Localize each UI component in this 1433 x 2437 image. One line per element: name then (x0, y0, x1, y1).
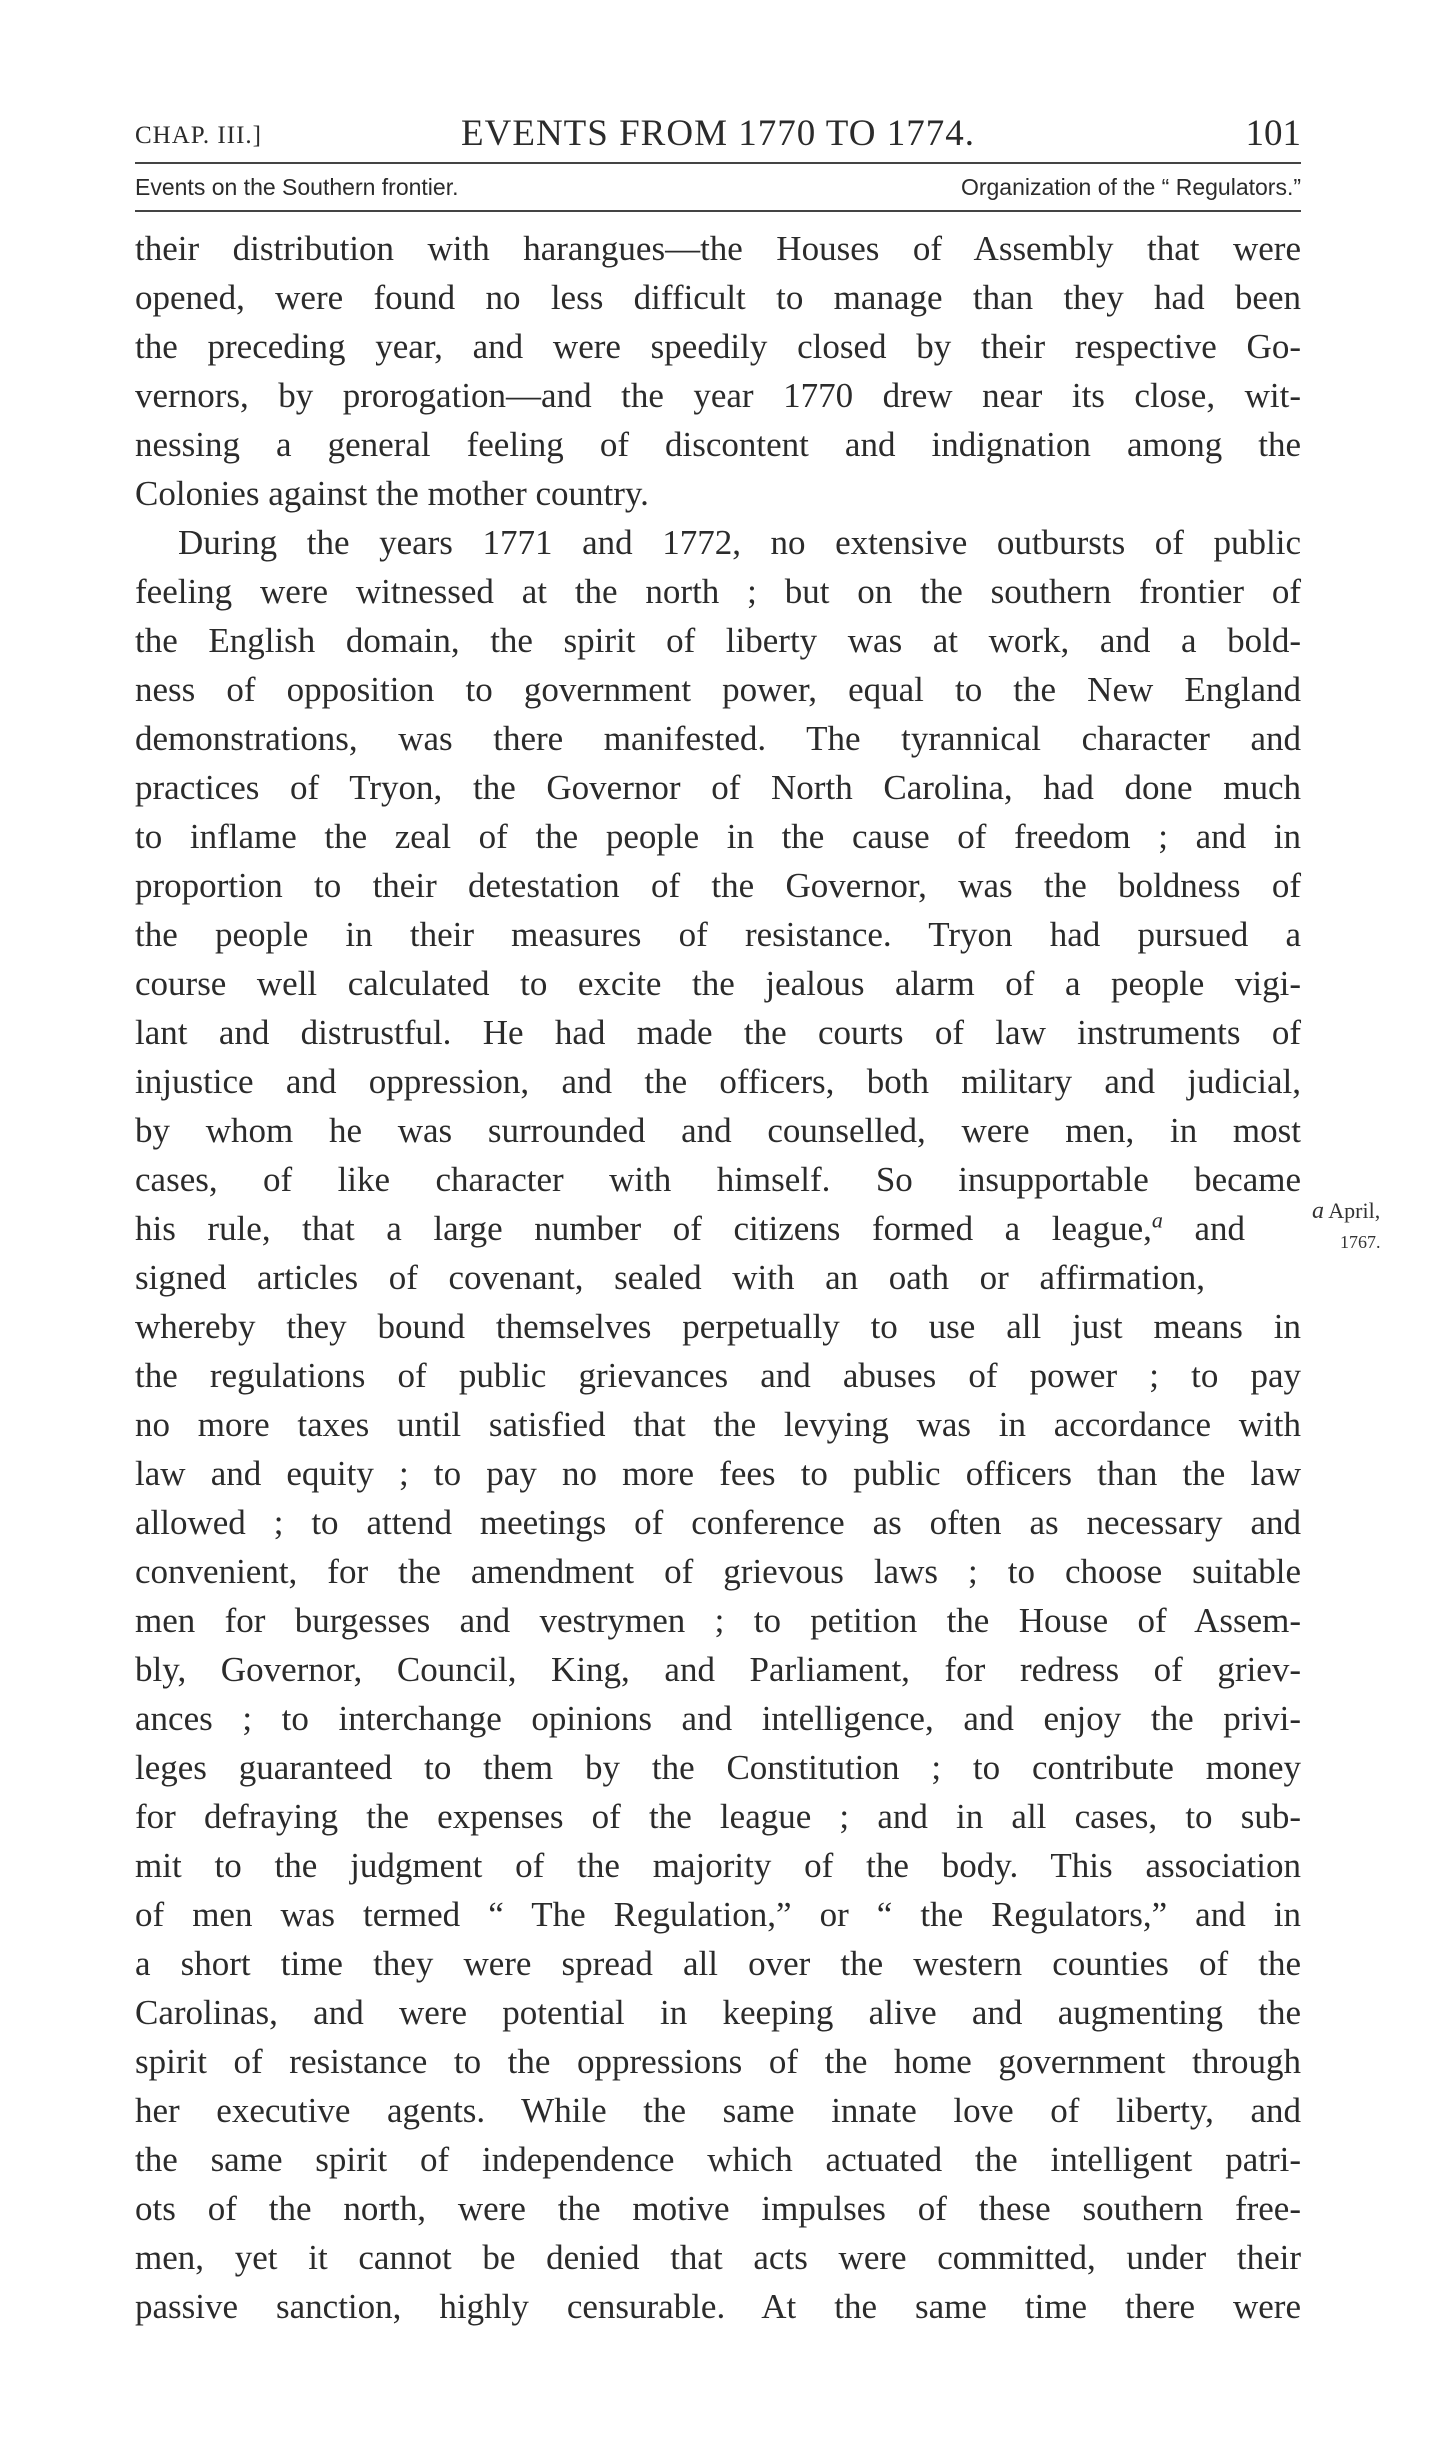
footnote-marker: a (1151, 1207, 1163, 1233)
text-line: spirit of resistance to the oppressions of the home government through (135, 2042, 1301, 2081)
text-line: demonstrations, was there manifested. The tyrannical character and (135, 719, 1301, 758)
text-line: of men was termed “ The Regulation,” or “ the Regulators,” and in (135, 1895, 1301, 1934)
subhead-divider (135, 210, 1301, 212)
text-line: the people in their measures of resistance. Tryon had pursued a (135, 915, 1301, 954)
text-line: feeling were witnessed at the north ; but on the southern frontier of (135, 572, 1301, 611)
page-title: EVENTS FROM 1770 TO 1774. (461, 113, 975, 154)
text-line: opened, were found no less difficult to manage than they had been (135, 278, 1301, 317)
text-line: allowed ; to attend meetings of conference as often as necessary and (135, 1503, 1301, 1542)
text-line: mit to the judgment of the majority of the body. This association (135, 1846, 1301, 1885)
text-line: the same spirit of independence which actuated the intelligent patri- (135, 2140, 1301, 2179)
text-line: men for burgesses and vestrymen ; to petition the House of Assem- (135, 1601, 1301, 1640)
text-line: ances ; to interchange opinions and intelligence, and enjoy the privi- (135, 1699, 1301, 1738)
text-line: leges guaranteed to them by the Constitution ; to contribute money (135, 1748, 1301, 1787)
text-line: convenient, for the amendment of grievous laws ; to choose suitable (135, 1552, 1301, 1591)
text-line: nessing a general feeling of discontent and indignation among the (135, 425, 1301, 464)
text-line: Carolinas, and were potential in keeping alive and augmenting the (135, 1993, 1301, 2032)
text-line: vernors, by prorogation—and the year 1770 drew near its close, wit- (135, 376, 1301, 415)
margin-note-date (1312, 1198, 1380, 1225)
text-line: the English domain, the spirit of liberty was at work, and a bold- (135, 621, 1301, 660)
text-line-with-footnote (135, 1204, 1245, 1253)
text-line: proportion to their detestation of the Governor, was the boldness of (135, 866, 1301, 905)
text-line: by whom he was surrounded and counselled, were men, in most (135, 1111, 1301, 1150)
margin-note-year: 1767. (1340, 1232, 1381, 1252)
text-line: for defraying the expenses of the league ; and in all cases, to sub- (135, 1797, 1301, 1836)
text-line: to inflame the zeal of the people in the cause of freedom ; and in (135, 817, 1301, 856)
text-line: men, yet it cannot be denied that acts were committed, under their (135, 2238, 1301, 2277)
text-line: the preceding year, and were speedily closed by their respective Go- (135, 327, 1301, 366)
text-line: bly, Governor, Council, King, and Parliament, for redress of griev- (135, 1650, 1301, 1689)
body-text (135, 224, 1301, 2331)
text-line: ots of the north, were the motive impulses of these southern free- (135, 2189, 1301, 2228)
text-line: no more taxes until satisfied that the levying was in accordance with (135, 1405, 1301, 1444)
text-line: a short time they were spread all over the western counties of the (135, 1944, 1301, 1983)
page-number: 101 (1245, 113, 1301, 154)
text-line: cases, of like character with himself. So insupportable became (135, 1160, 1301, 1199)
section-subhead (135, 170, 1301, 204)
line-text-tail: and (1162, 1209, 1245, 1248)
line-text: his rule, that a large number of citizens formed a league, (135, 1209, 1152, 1248)
header-divider (135, 162, 1301, 164)
text-line: the regulations of public grievances and abuses of power ; to pay (135, 1356, 1301, 1395)
margin-note-letter: a (1312, 1198, 1324, 1224)
text-line: injustice and oppression, and the officers, both military and judicial, (135, 1062, 1301, 1101)
margin-note-month: April, (1328, 1198, 1381, 1223)
text-line: their distribution with harangues—the Houses of Assembly that were (135, 229, 1301, 268)
running-head (135, 108, 1301, 158)
text-line: passive sanction, highly censurable. At the same time there were (135, 2287, 1301, 2326)
text-line: her executive agents. While the same innate love of liberty, and (135, 2091, 1301, 2130)
text-line: practices of Tryon, the Governor of North Carolina, had done much (135, 768, 1301, 807)
text-line: Colonies against the mother country. (135, 474, 649, 513)
text-line: course well calculated to excite the jealous alarm of a people vigi- (135, 964, 1301, 1003)
text-line: law and equity ; to pay no more fees to public officers than the law (135, 1454, 1301, 1493)
text-line: lant and distrustful. He had made the courts of law instruments of (135, 1013, 1301, 1052)
text-line: ness of opposition to government power, equal to the New England (135, 670, 1301, 709)
subhead-left: Events on the Southern frontier. (135, 174, 459, 200)
subhead-right: Organization of the “ Regulators.” (960, 174, 1301, 200)
text-line: signed articles of covenant, sealed with an oath or affirmation, (135, 1258, 1205, 1297)
text-line: whereby they bound themselves perpetually to use all just means in (135, 1307, 1301, 1346)
chapter-label: CHAP. III.] (135, 122, 262, 149)
paragraph-start: During the years 1771 and 1772, no extensive outbursts of public (178, 523, 1301, 562)
